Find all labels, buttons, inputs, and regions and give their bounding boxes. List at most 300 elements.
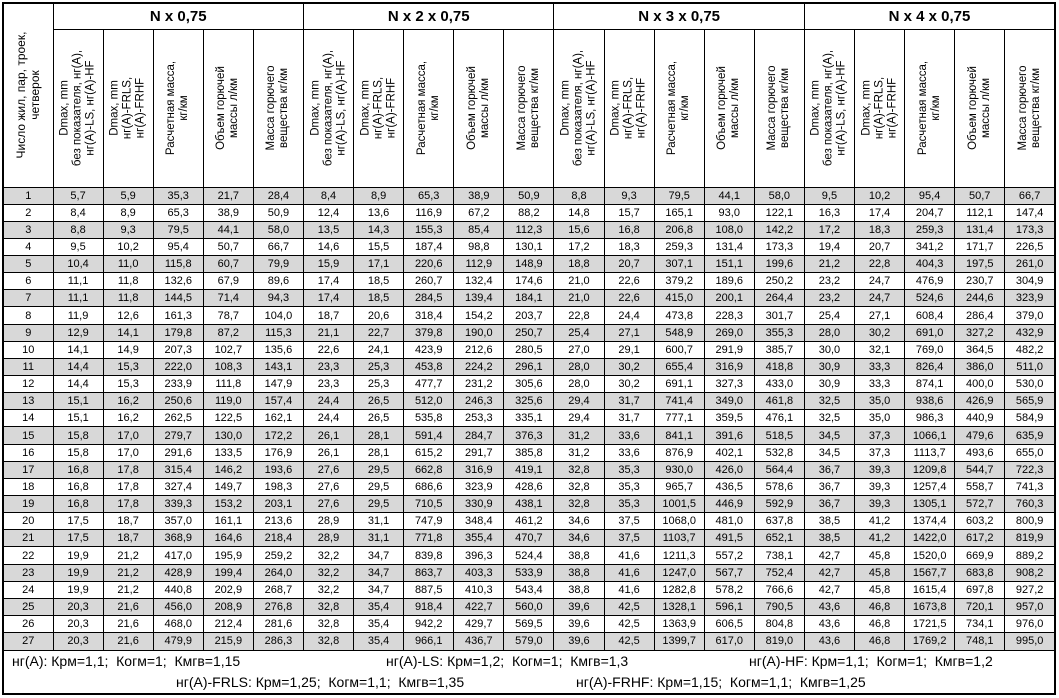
cell: 44,1 xyxy=(203,221,253,238)
cell: 24,4 xyxy=(303,410,353,427)
cell: 16,2 xyxy=(103,393,153,410)
cell: 41,2 xyxy=(855,513,905,530)
cell: 327,4 xyxy=(153,478,203,495)
cell: 14,9 xyxy=(103,341,153,358)
cell: 819,0 xyxy=(754,633,804,650)
cell: 21,0 xyxy=(554,273,604,290)
cell: 1113,7 xyxy=(905,444,955,461)
cell: 8,8 xyxy=(554,187,604,204)
cell: 111,8 xyxy=(203,376,253,393)
cell: 403,3 xyxy=(454,564,504,581)
cell: 21,2 xyxy=(103,547,153,564)
cell: 391,6 xyxy=(704,427,754,444)
cell: 39,3 xyxy=(855,478,905,495)
cell: 766,6 xyxy=(754,581,804,598)
cell: 876,9 xyxy=(654,444,704,461)
corner-header-line1: Число жил, пар, троек, xyxy=(14,31,29,159)
cell: 65,3 xyxy=(404,187,454,204)
row-number: 1 xyxy=(3,187,53,204)
cell: 769,0 xyxy=(905,341,955,358)
cell: 396,3 xyxy=(454,547,504,564)
cell: 481,0 xyxy=(704,513,754,530)
cell: 9,5 xyxy=(53,238,103,255)
cell: 11,0 xyxy=(103,256,153,273)
cell: 230,7 xyxy=(955,273,1005,290)
cell: 316,9 xyxy=(704,358,754,375)
footer-row xyxy=(3,650,1055,694)
cell: 10,4 xyxy=(53,256,103,273)
cell: 21,0 xyxy=(554,290,604,307)
cell: 116,9 xyxy=(404,204,454,221)
cell: 17,8 xyxy=(103,496,153,513)
cell: 738,1 xyxy=(754,547,804,564)
cell: 16,8 xyxy=(53,496,103,513)
cell: 42,7 xyxy=(804,581,854,598)
cell: 30,2 xyxy=(604,376,654,393)
cell: 608,4 xyxy=(905,307,955,324)
table-row xyxy=(3,238,1055,255)
cell: 135,6 xyxy=(253,341,303,358)
cell: 422,7 xyxy=(454,598,504,615)
cell: 165,1 xyxy=(654,204,704,221)
cell: 27,6 xyxy=(303,496,353,513)
row-number: 3 xyxy=(3,221,53,238)
cell: 966,1 xyxy=(404,633,454,650)
column-header-g4-c2: Dmax, mm нг(А)-FRLS, нг(А)-FRHF xyxy=(855,29,905,187)
cell: 1721,5 xyxy=(905,616,955,633)
cell: 741,4 xyxy=(654,393,704,410)
cell: 264,4 xyxy=(754,290,804,307)
cell: 281,6 xyxy=(253,616,303,633)
cell: 233,9 xyxy=(153,376,203,393)
cell: 965,7 xyxy=(654,478,704,495)
cell: 11,9 xyxy=(53,307,103,324)
cell: 15,8 xyxy=(53,427,103,444)
cell: 579,0 xyxy=(504,633,554,650)
table-row xyxy=(3,376,1055,393)
cell: 804,8 xyxy=(754,616,804,633)
cell: 262,5 xyxy=(153,410,203,427)
cell: 296,1 xyxy=(504,358,554,375)
cell: 93,0 xyxy=(704,204,754,221)
cell: 208,9 xyxy=(203,598,253,615)
cell: 35,4 xyxy=(354,598,404,615)
cell: 26,1 xyxy=(303,427,353,444)
row-number: 13 xyxy=(3,393,53,410)
cell: 14,1 xyxy=(103,324,153,341)
cell: 327,2 xyxy=(955,324,1005,341)
cell: 359,5 xyxy=(704,410,754,427)
cell: 1103,7 xyxy=(654,530,704,547)
cell: 24,7 xyxy=(855,290,905,307)
cell: 19,9 xyxy=(53,547,103,564)
cell: 164,6 xyxy=(203,530,253,547)
column-header-g4-c4: Объем горючей массы л/км xyxy=(955,29,1005,187)
cell: 20,7 xyxy=(604,256,654,273)
cell: 46,8 xyxy=(855,633,905,650)
cell: 45,8 xyxy=(855,581,905,598)
cell: 341,2 xyxy=(905,238,955,255)
cell: 14,4 xyxy=(53,358,103,375)
cell: 33,3 xyxy=(855,358,905,375)
cell: 246,3 xyxy=(454,393,504,410)
cell: 417,0 xyxy=(153,547,203,564)
cell: 204,7 xyxy=(905,204,955,221)
cell: 30,0 xyxy=(804,341,854,358)
cell: 154,2 xyxy=(454,307,504,324)
coef-ng-a: нг(А): Крм=1,1; Когм=1; Кмгв=1,15 xyxy=(12,652,241,669)
column-header-g1-c3: Расчетная масса, кг/км xyxy=(153,29,203,187)
cell: 535,8 xyxy=(404,410,454,427)
cell: 1615,4 xyxy=(905,581,955,598)
table-row xyxy=(3,393,1055,410)
cell: 31,7 xyxy=(604,410,654,427)
cell: 161,1 xyxy=(203,513,253,530)
cell: 930,0 xyxy=(654,461,704,478)
cell: 44,1 xyxy=(704,187,754,204)
cell: 259,2 xyxy=(253,547,303,564)
cell: 28,0 xyxy=(804,324,854,341)
coef-ng-a-ls: нг(А)-LS: Крм=1,2; Когм=1; Кмгв=1,3 xyxy=(386,652,629,669)
cell: 927,2 xyxy=(1005,581,1055,598)
cell: 202,9 xyxy=(203,581,253,598)
cell: 511,0 xyxy=(1005,358,1055,375)
cell: 453,8 xyxy=(404,358,454,375)
cell: 686,6 xyxy=(404,478,454,495)
cell: 14,4 xyxy=(53,376,103,393)
cell: 617,0 xyxy=(704,633,754,650)
cell: 279,7 xyxy=(153,427,203,444)
cell: 428,9 xyxy=(153,564,203,581)
cell: 1257,4 xyxy=(905,478,955,495)
cell: 22,6 xyxy=(303,341,353,358)
cell: 569,5 xyxy=(504,616,554,633)
column-header-g3-c3: Расчетная масса, кг/км xyxy=(654,29,704,187)
cell: 429,7 xyxy=(454,616,504,633)
cell: 42,7 xyxy=(804,564,854,581)
cell: 30,9 xyxy=(804,358,854,375)
cell: 440,8 xyxy=(153,581,203,598)
row-number: 20 xyxy=(3,513,53,530)
cell: 908,2 xyxy=(1005,564,1055,581)
cell: 20,3 xyxy=(53,598,103,615)
cell: 8,8 xyxy=(53,221,103,238)
cell: 28,4 xyxy=(253,187,303,204)
cell: 27,0 xyxy=(554,341,604,358)
column-header-g3-c5: Масса горючего вещества кг/км xyxy=(754,29,804,187)
cell: 37,5 xyxy=(604,530,654,547)
cell: 17,2 xyxy=(804,221,854,238)
cell: 29,5 xyxy=(354,496,404,513)
cell: 88,2 xyxy=(504,204,554,221)
row-number: 12 xyxy=(3,376,53,393)
cell: 21,1 xyxy=(303,324,353,341)
cell: 35,0 xyxy=(855,410,905,427)
table-row xyxy=(3,581,1055,598)
cell: 10,2 xyxy=(855,187,905,204)
cell: 174,6 xyxy=(504,273,554,290)
group-header-nx2x075: N x 2 x 0,75 xyxy=(303,3,553,29)
cell: 339,3 xyxy=(153,496,203,513)
row-number: 22 xyxy=(3,547,53,564)
cell: 215,9 xyxy=(203,633,253,650)
cell: 318,4 xyxy=(404,307,454,324)
cell: 301,7 xyxy=(754,307,804,324)
cell: 122,5 xyxy=(203,410,253,427)
cell: 27,1 xyxy=(855,307,905,324)
cell: 19,4 xyxy=(804,238,854,255)
cell: 28,1 xyxy=(354,444,404,461)
cell: 264,0 xyxy=(253,564,303,581)
cell: 14,6 xyxy=(303,238,353,255)
cell: 710,5 xyxy=(404,496,454,513)
cell: 32,8 xyxy=(303,598,353,615)
cell: 30,2 xyxy=(604,358,654,375)
cell: 32,2 xyxy=(303,564,353,581)
cell: 206,8 xyxy=(654,221,704,238)
cell: 32,8 xyxy=(554,461,604,478)
cell: 38,9 xyxy=(203,204,253,221)
cell: 35,0 xyxy=(855,393,905,410)
cell: 130,0 xyxy=(203,427,253,444)
cell: 1282,8 xyxy=(654,581,704,598)
cell: 157,4 xyxy=(253,393,303,410)
row-number: 14 xyxy=(3,410,53,427)
cell: 50,9 xyxy=(253,204,303,221)
cell: 800,9 xyxy=(1005,513,1055,530)
table-row xyxy=(3,616,1055,633)
cell: 606,5 xyxy=(704,616,754,633)
cell: 38,5 xyxy=(804,513,854,530)
table-row xyxy=(3,204,1055,221)
cell: 874,1 xyxy=(905,376,955,393)
cell: 132,4 xyxy=(454,273,504,290)
cell: 976,0 xyxy=(1005,616,1055,633)
table-row xyxy=(3,410,1055,427)
cell: 533,9 xyxy=(504,564,554,581)
cell: 291,7 xyxy=(454,444,504,461)
table-row xyxy=(3,341,1055,358)
cell: 20,3 xyxy=(53,633,103,650)
cell: 9,3 xyxy=(604,187,654,204)
cell: 385,8 xyxy=(504,444,554,461)
table-row xyxy=(3,256,1055,273)
cell: 179,8 xyxy=(153,324,203,341)
cell: 79,5 xyxy=(654,187,704,204)
row-number: 23 xyxy=(3,564,53,581)
column-header-g1-c5: Масса горючего вещества кг/км xyxy=(253,29,303,187)
cell: 143,1 xyxy=(253,358,303,375)
cell: 17,0 xyxy=(103,427,153,444)
cell: 1374,4 xyxy=(905,513,955,530)
cell: 200,1 xyxy=(704,290,754,307)
cable-spec-table xyxy=(2,2,1056,695)
cell: 1399,7 xyxy=(654,633,704,650)
cell: 259,3 xyxy=(905,221,955,238)
cell: 34,6 xyxy=(554,530,604,547)
cell: 18,3 xyxy=(855,221,905,238)
cell: 222,0 xyxy=(153,358,203,375)
cell: 43,6 xyxy=(804,633,854,650)
cell: 419,1 xyxy=(504,461,554,478)
table-row xyxy=(3,513,1055,530)
cell: 461,8 xyxy=(754,393,804,410)
cell: 8,4 xyxy=(303,187,353,204)
cell: 13,6 xyxy=(354,204,404,221)
cell: 325,6 xyxy=(504,393,554,410)
cell: 10,2 xyxy=(103,238,153,255)
cell: 16,3 xyxy=(804,204,854,221)
cell: 518,5 xyxy=(754,427,804,444)
cell: 21,7 xyxy=(203,187,253,204)
cell: 12,6 xyxy=(103,307,153,324)
coef-ng-a-frls: нг(А)-FRLS: Крм=1,25; Когм=1,1; Кмгв=1,35 xyxy=(176,673,465,690)
cell: 17,5 xyxy=(53,513,103,530)
cell: 476,1 xyxy=(754,410,804,427)
cell: 477,7 xyxy=(404,376,454,393)
cell: 17,0 xyxy=(103,444,153,461)
cell: 1673,8 xyxy=(905,598,955,615)
cell: 841,1 xyxy=(654,427,704,444)
cell: 32,8 xyxy=(554,496,604,513)
cell: 67,9 xyxy=(203,273,253,290)
corner-header-textbox xyxy=(4,4,53,186)
cell: 461,2 xyxy=(504,513,554,530)
cell: 184,1 xyxy=(504,290,554,307)
cell: 456,0 xyxy=(153,598,203,615)
cell: 32,5 xyxy=(804,410,854,427)
row-number: 4 xyxy=(3,238,53,255)
cell: 189,6 xyxy=(704,273,754,290)
cell: 615,2 xyxy=(404,444,454,461)
cell: 544,7 xyxy=(955,461,1005,478)
table-row xyxy=(3,547,1055,564)
cell: 557,2 xyxy=(704,547,754,564)
cell: 253,3 xyxy=(454,410,504,427)
cell: 34,7 xyxy=(354,547,404,564)
cell: 1305,1 xyxy=(905,496,955,513)
table-row xyxy=(3,444,1055,461)
cell: 25,4 xyxy=(554,324,604,341)
cell: 436,5 xyxy=(704,478,754,495)
cell: 683,8 xyxy=(955,564,1005,581)
cell: 34,7 xyxy=(354,581,404,598)
row-number: 9 xyxy=(3,324,53,341)
cell: 18,7 xyxy=(303,307,353,324)
cell: 38,8 xyxy=(554,581,604,598)
column-header-g1-c1: Dmax, mm без показателя, нг(А), нг(А)-LS, нг(А)-HF xyxy=(53,29,103,187)
cell: 30,2 xyxy=(855,324,905,341)
cell: 32,8 xyxy=(303,633,353,650)
cell: 173,3 xyxy=(754,238,804,255)
cell: 19,9 xyxy=(53,581,103,598)
cell: 142,2 xyxy=(754,221,804,238)
cell: 543,4 xyxy=(504,581,554,598)
cell: 66,7 xyxy=(253,238,303,255)
cell: 315,4 xyxy=(153,461,203,478)
cell: 29,5 xyxy=(354,461,404,478)
cell: 35,3 xyxy=(604,496,654,513)
cell: 400,0 xyxy=(955,376,1005,393)
cell: 148,9 xyxy=(504,256,554,273)
cell: 71,4 xyxy=(203,290,253,307)
cell: 31,2 xyxy=(554,427,604,444)
cell: 87,2 xyxy=(203,324,253,341)
cell: 887,5 xyxy=(404,581,454,598)
cell: 17,5 xyxy=(53,530,103,547)
cell: 173,3 xyxy=(1005,221,1055,238)
cell: 133,5 xyxy=(203,444,253,461)
cell: 31,1 xyxy=(354,530,404,547)
cell: 224,2 xyxy=(454,358,504,375)
cell: 147,4 xyxy=(1005,204,1055,221)
cell: 432,9 xyxy=(1005,324,1055,341)
cell: 819,9 xyxy=(1005,530,1055,547)
table-row xyxy=(3,598,1055,615)
cell: 85,4 xyxy=(454,221,504,238)
cell: 16,8 xyxy=(53,478,103,495)
cell: 16,2 xyxy=(103,410,153,427)
table-body xyxy=(3,187,1055,650)
cell: 39,3 xyxy=(855,496,905,513)
column-header-g1-c4: Объем горючей массы л/км xyxy=(203,29,253,187)
cell: 8,9 xyxy=(354,187,404,204)
cell: 244,6 xyxy=(955,290,1005,307)
cell: 567,7 xyxy=(704,564,754,581)
cell: 26,1 xyxy=(303,444,353,461)
cell: 1211,3 xyxy=(654,547,704,564)
cell: 60,7 xyxy=(203,256,253,273)
cell: 24,1 xyxy=(354,341,404,358)
table-row xyxy=(3,358,1055,375)
cell: 26,5 xyxy=(354,393,404,410)
cell: 379,0 xyxy=(1005,307,1055,324)
cell: 139,4 xyxy=(454,290,504,307)
cell: 193,6 xyxy=(253,461,303,478)
cell: 1520,0 xyxy=(905,547,955,564)
cell: 18,7 xyxy=(103,530,153,547)
cell: 1068,0 xyxy=(654,513,704,530)
cell: 115,8 xyxy=(153,256,203,273)
cell: 187,4 xyxy=(404,238,454,255)
cell: 938,6 xyxy=(905,393,955,410)
cell: 39,6 xyxy=(554,598,604,615)
cell: 220,6 xyxy=(404,256,454,273)
column-header-g2-c4: Объем горючей массы л/км xyxy=(454,29,504,187)
cell: 691,1 xyxy=(654,376,704,393)
cell: 95,4 xyxy=(905,187,955,204)
cell: 29,1 xyxy=(604,341,654,358)
cell: 578,6 xyxy=(754,478,804,495)
column-header-g4-c5: Масса горючего вещества кг/км xyxy=(1005,29,1055,187)
row-number: 16 xyxy=(3,444,53,461)
cell: 335,1 xyxy=(504,410,554,427)
table-footer xyxy=(3,650,1055,694)
cell: 530,0 xyxy=(1005,376,1055,393)
cell: 995,0 xyxy=(1005,633,1055,650)
cell: 23,2 xyxy=(804,290,854,307)
cell: 34,5 xyxy=(804,427,854,444)
cell: 323,9 xyxy=(1005,290,1055,307)
cell: 39,6 xyxy=(554,633,604,650)
cell: 720,1 xyxy=(955,598,1005,615)
cell: 149,7 xyxy=(203,478,253,495)
cell: 66,7 xyxy=(1005,187,1055,204)
cell: 24,4 xyxy=(303,393,353,410)
group-header-nx075: N x 0,75 xyxy=(53,3,303,29)
cell: 1001,5 xyxy=(654,496,704,513)
cell: 368,9 xyxy=(153,530,203,547)
